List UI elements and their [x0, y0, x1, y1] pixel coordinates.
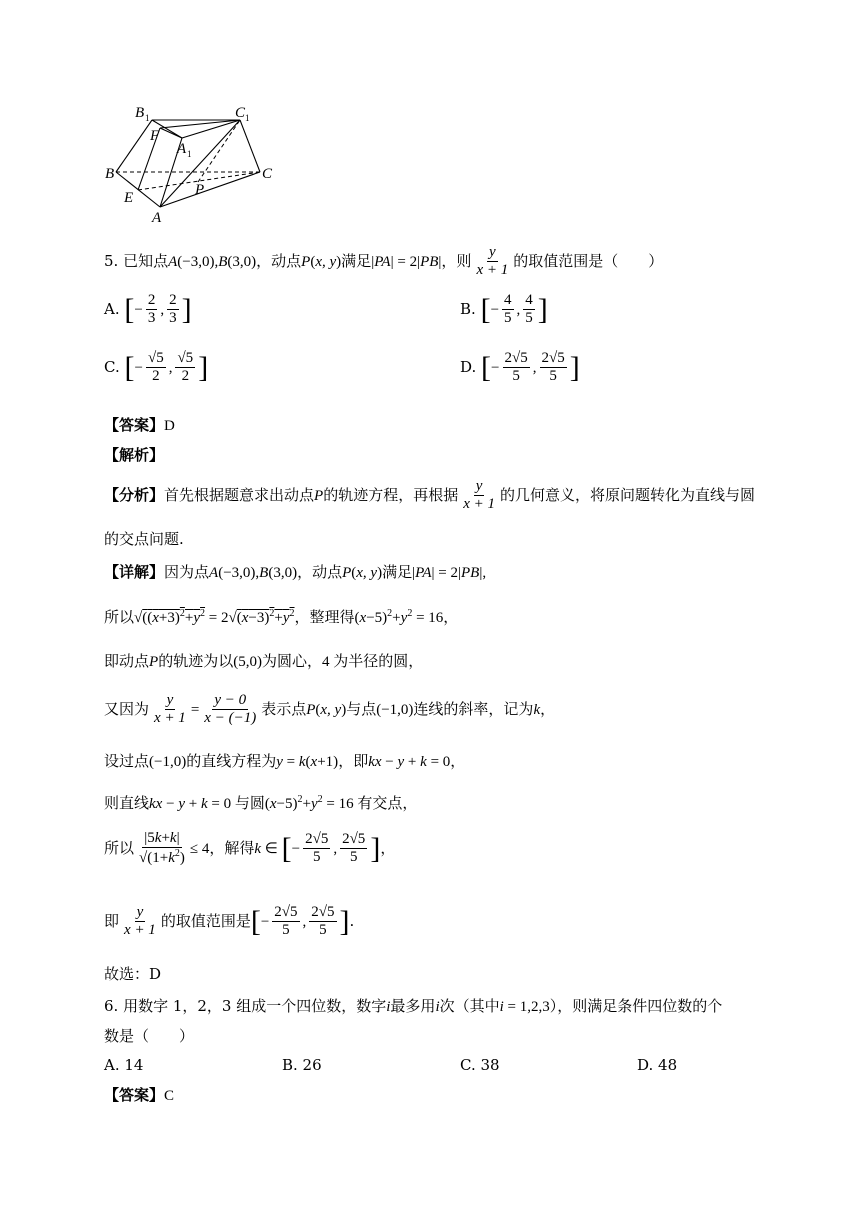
line8-a: 所以	[104, 838, 135, 857]
line9-b: 的取值范围是	[160, 911, 251, 930]
q5-stem-d: ，则	[441, 251, 472, 270]
q6-line1-b: 最多用	[390, 997, 436, 1015]
q5-opt-d-label: D.	[460, 357, 477, 376]
xiangjie-line3: 即动点P的轨迹为以(5,0)为圆心，4 为半径的圆，	[104, 652, 424, 670]
q5-opt-c-label: C.	[104, 357, 120, 376]
q5-num: 5.	[104, 251, 119, 270]
label-b1: B	[135, 105, 145, 121]
fenxi-line1: 【分析】首先根据题意求出动点P的轨迹方程，再根据 $\frac{y}{x + 1}$ 的几何意义，将原问题转化为直线与圆	[104, 478, 756, 513]
label-c: C	[262, 166, 273, 182]
line7-c: 有交点，	[357, 794, 418, 812]
label-a1-sub: 1	[187, 149, 192, 159]
line7-b: 与圆	[234, 794, 265, 812]
q5-option-b: B. [− $\frac{4}{5}$ , $\frac{4}{5}$ ]	[460, 292, 548, 327]
prism-figure	[100, 100, 290, 230]
q5-stem-b: ，动点	[256, 251, 302, 270]
xiangjie-line6: 则直线kx − y + k = 0 与圆$(x-5)^2+y^2 = 16$ 有交点，	[104, 794, 418, 812]
q5-stem-c: 满足	[341, 251, 372, 270]
line7-a: 则直线	[104, 794, 150, 812]
q5-answer	[104, 414, 175, 435]
xiangjie-line1: 【详解】因为点A(−3,0),B(3,0)，动点P(x, y)满足|PA| = 2|PB|,	[104, 563, 487, 581]
q6-option-a: A. 14	[104, 1056, 144, 1074]
line5-c: 与点	[346, 699, 377, 718]
label-a1: A	[177, 141, 187, 157]
xiangjie-line4: 又因为 $\frac{y}{x + 1}$ = $\frac{y - 0}{x - (-1)}$ 表示点P(x, y)与点(−1,0)连线的斜率，记为k，	[104, 692, 556, 727]
label-f: F	[150, 128, 160, 144]
q6-stem-line1: 6. 用数字 1，2，3 组成一个四位数，数字i最多用i次（其中i = 1,2,3），则满足条件四位数的个	[104, 997, 723, 1015]
line6-c: ，即	[338, 752, 369, 770]
label-a: A	[152, 210, 162, 226]
line4-b: 的轨迹为以	[158, 652, 234, 670]
xj-2: ，动点	[297, 563, 343, 581]
q6-answer	[104, 1084, 174, 1105]
xj-1: 因为点	[164, 563, 210, 581]
q6-option-d: D. 48	[637, 1056, 678, 1074]
line9-a: 即	[104, 911, 120, 930]
q5-option-a: A. [− $\frac{2}{3}$ , $\frac{2}{3}$ ]	[104, 292, 192, 327]
fenxi-2: 的轨迹方程，再根据	[323, 485, 459, 504]
line6-b: 的直线方程为	[186, 752, 277, 770]
xiangjie-label: 【详解】	[104, 563, 165, 581]
edge-ac	[160, 172, 260, 207]
line5-b: 表示点	[261, 699, 307, 718]
jiexi-label: 【解析】	[104, 446, 165, 464]
q5-stem-e: 的取值范围是（ ）	[513, 251, 664, 270]
label-c1: C	[235, 105, 246, 121]
xiangjie-line2: 所以$√((x+3)^2+y^2 = 2√(x-3)^2+y^2$，整理得$(x-5)^2+y^2 = 16$，	[104, 608, 459, 626]
fenxi-1: 首先根据题意求出动点	[164, 485, 315, 504]
line3-a: 所以	[104, 608, 135, 626]
q6-answer-label: 【答案】	[104, 1086, 165, 1104]
answer-label: 【答案】	[104, 416, 165, 434]
q5-opt-a-label: A.	[104, 299, 120, 318]
q6-line1-c: 次（其中	[439, 997, 500, 1015]
line6-a: 设过点	[104, 752, 150, 770]
q5-opt-b-label: B.	[460, 299, 476, 318]
fenxi-line2: 的交点问题.	[104, 530, 184, 548]
q5-option-c: C. [− $\frac{√5}{2}$ , $\frac{√5}{2}$ ]	[104, 350, 209, 385]
line4-c: 为圆心，	[261, 652, 322, 670]
edge-pc1-dashed	[198, 120, 240, 182]
xiangjie-line8: 即 $\frac{y}{x + 1}$ 的取值范围是[− $\frac{2√5}{5}$ , $\frac{2√5}{5}$ ].	[104, 904, 355, 939]
q5-stem-a: 已知点	[123, 251, 169, 270]
guxuan: 故选：D	[104, 965, 162, 983]
q5-option-d: D. [− $\frac{2√5}{5}$ , $\frac{2√5}{5}$ ]	[460, 350, 580, 385]
fenxi-label: 【分析】	[104, 485, 165, 504]
label-b: B	[105, 166, 115, 182]
label-p: P	[195, 182, 205, 198]
line8-b: ，解得	[209, 838, 255, 857]
q6-stem-line2: 数是（ ）	[104, 1027, 195, 1045]
xiangjie-line5: 设过点(−1,0)的直线方程为y = k(x+1)，即kx − y + k = 0，	[104, 752, 466, 770]
answer-value: D	[164, 418, 175, 434]
q6-option-b: B. 26	[282, 1056, 322, 1074]
line4-a: 即动点	[104, 652, 150, 670]
edge-c1c	[240, 120, 260, 172]
q6-option-c: C. 38	[460, 1056, 500, 1074]
label-b1-sub: 1	[145, 113, 150, 123]
q5-stem: 5. 已知点A(−3,0),B(3,0)，动点P(x, y)满足|PA| = 2|PB|，则 $\frac{y}{x + 1}$ 的取值范围是（ ）	[104, 244, 664, 279]
label-c1-sub: 1	[245, 113, 250, 123]
xj-3: 满足	[382, 563, 413, 581]
q6-line1: 6. 用数字 1，2，3 组成一个四位数，数字	[104, 997, 387, 1015]
line4-d: 为半径的圆，	[333, 652, 424, 670]
xiangjie-line7: 所以 $\frac{|5k+k|}{√(1+k^2)}$ ≤ 4，解得k ∈ [− $\frac{2√5}{5}$ , $\frac{2√5}{5}$ ]，	[104, 830, 396, 867]
fenxi-3: 的几何意义，将原问题转化为直线与圆	[500, 485, 756, 504]
q6-line1-d: ），则满足条件四位数的个	[549, 997, 723, 1015]
line5-a: 又因为	[104, 699, 150, 718]
line3-b: ，整理得	[294, 608, 355, 626]
label-e: E	[124, 190, 134, 206]
line5-d: 连线的斜率，记为	[413, 699, 534, 718]
edge-fa1	[160, 128, 182, 138]
q6-answer-value: C	[164, 1088, 175, 1104]
